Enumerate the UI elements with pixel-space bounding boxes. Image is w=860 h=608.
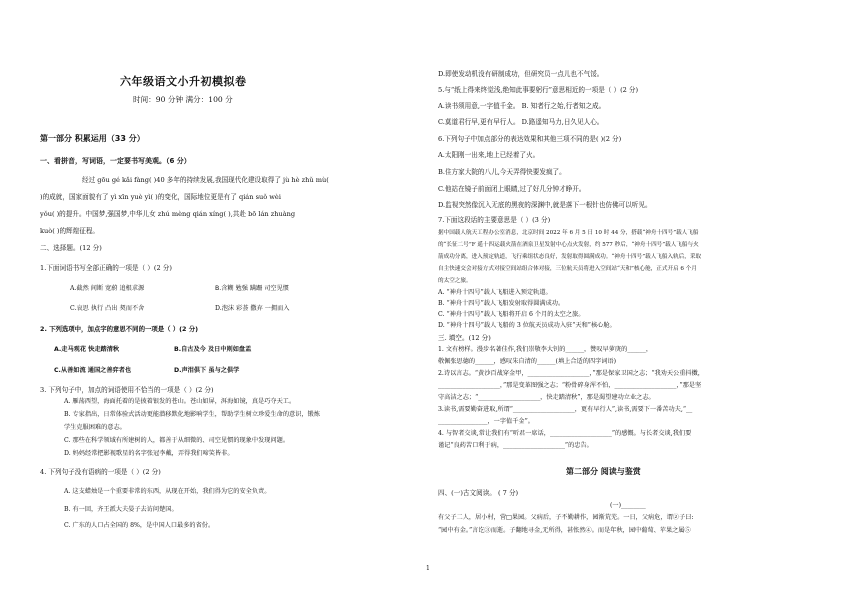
right-line: C.他站在镜子前面闭上眼睛,过了好几分钟才睁开。 (438, 185, 586, 193)
q7-option: D. “神舟十四号”载人飞船的 3 位航天员成功入驻“天和”核心舱。 (438, 322, 616, 329)
part2-heading: 第二部分 阅读与鉴赏 (566, 467, 641, 476)
fill-line: ________________，一字值千金”。 (438, 418, 534, 425)
passage-line: 据中国载人航天工程办公室消息，北京时间 2022 年 6 月 5 日 10 时 44 分，搭载“神舟十四号”载人飞船 (438, 230, 699, 236)
page-number: 1 (426, 565, 430, 572)
right-line: D.监视突然像沉入无底的黑夜的深渊中,就是落下一根针也仿佛可以听见。 (438, 201, 652, 209)
q2-1-option-a: A.截然 间断 宽蔚 追根求源 (70, 285, 145, 292)
right-line: 7.下面这段话的主要意思是（ ）(3 分) (438, 216, 551, 224)
q2-4-option-c: C. 广东的人口占全国的 8%，是中国人口最多的省份。 (64, 522, 215, 529)
q1-line: yǒu( )的提升。中国梦,强国梦,中华儿女 zhú mèng qián xíng( ),共赴 bō lán zhuàng (40, 210, 296, 218)
q2-3-option-c: C. 那些在科学领域有所建树的人，都善于从细微的、司空见惯的现象中发现问题。 (64, 437, 290, 444)
fill-line: 3.读书,需要勤奋进取,所谓“____________________，更有早行人”,读书,需要下一番苦功夫,“__ (438, 406, 693, 413)
q2-3-option-d: D. 妈妈经常把影视歌星的名字张冠李戴，弄得我们啼笑皆非。 (64, 450, 234, 457)
right-line: 5.与“纸上得来终觉浅,绝知此事要躬行”意思相近的一项是（ ）(2 分) (438, 86, 639, 94)
q2-2-stem: 2. 下列选项中，加点字的意思不同的一项是（ ）(2 分) (40, 325, 199, 333)
q2-4-stem: 4. 下列句子没有语病的一项是（ ）(2 分) (40, 468, 161, 476)
q2-4-option-b: B. 有一回，齐王派大夫晏子去访问楚国。 (64, 506, 178, 513)
q2-3-option-b: B. 专家指出，日常体验式活动更能潜移默化地影响学生，帮助学生树立珍爱生命的意识，锻炼 (64, 411, 320, 418)
fill-line: 谨记“良药苦口利于病，____________________”的忠告。 (438, 442, 593, 449)
fill-line: 敬佩张思德的______，感叹朱自清的______(填上合适的四字词语) (438, 358, 617, 365)
q2-2-option-d: D.声泪俱下 虽与之俱学 (174, 367, 240, 374)
q2-1-option-b: B.含糊 勉强 蹒跚 司空见惯 (215, 285, 289, 292)
q2-2-option-c: C.从善如流 通国之善弈者也 (54, 367, 132, 374)
fill-line: 守高洁之志；“____________________，快走踏清秋”，那是渴望建功立业之志。 (438, 394, 655, 401)
q2-2-option-b: B.自古及今 及日中则如盘盂 (174, 346, 252, 353)
right-line: D.即使发动机没有研制成功，但研究员一点儿也不气馁。 (438, 70, 604, 78)
q4-sub: (一)________ (610, 502, 646, 509)
q1-line: )的成就，国家面貌有了 yì xīn yuè yì( )的变化，国际地位更是有了 qián suǒ wèi (40, 193, 281, 201)
exam-subtitle: 时间：90 分钟 满分：100 分 (133, 95, 233, 104)
fill-line: 4. 与智者交谈,常让我们有“听君一席话，____________________”的感慨。与长者交谈,我们要 (438, 430, 692, 437)
right-line: 6.下列句子中加点部分的表达效果和其他三项不同的是( )(2 分) (438, 135, 622, 143)
fill-line: ____________________，”那是变革图强之志；“粉骨碎身浑不怕，____________________，”那是坚 (438, 382, 702, 389)
passage-line: 自主快速交会对接方式对接空间站组合体对接，三位航天员将进入空间站“天和”核心舱，正式开启 6 个月 (438, 266, 697, 272)
q2-3-option-a: A. 雁荡西望，海面托着的是披着银发的苍山。苍山如屏，洱海如镜，真是巧夺天工。 (64, 398, 296, 405)
part1-heading: 第一部分 积累运用（33 分） (40, 134, 145, 143)
q2-1-option-c: C.哀思 执行 凸出 契而不舍 (70, 305, 145, 312)
q4-heading: 四、(一)古文阅读。 ( 7 分) (438, 489, 519, 497)
classical-passage-line: “园中有金。”言讫③而逝。子翻地寻金,无所得，甚怅然④。而是年秋，园中葡萄、苹果之属⑤ (438, 527, 691, 534)
q1-line: kuò( )的辉煌征程。 (40, 227, 100, 235)
passage-line: 箭成功分离，进入预定轨道，飞行乘组状态良好，发射取得圆满成功。“神舟十四号”载人飞船入轨后，采取 (438, 254, 702, 260)
q2-heading: 二、选择题。(12 分) (40, 244, 102, 252)
passage-line: 的“长征二号”F 遥十四运载火箭在酒泉卫星发射中心点火发射，约 577 秒后，“神舟十四号”载人飞船与火 (438, 242, 699, 248)
fill-line: 2.诗以言志。“黄沙百战穿金甲，____________________，”那是保家卫国之志；“我劝天公重抖擞， (438, 370, 704, 377)
q2-3-option-b-cont: 学生克服困难的意志。 (64, 424, 126, 431)
q1-heading: 一、看拼音，写词语，一定要书写美观。（6 分） (40, 157, 191, 165)
exam-title: 六年级语文小升初模拟卷 (120, 75, 247, 88)
q2-1-stem: 1.下面词语书写全部正确的一项是（ ）(2 分) (40, 264, 172, 272)
right-line: C.莫道君行早,更有早行人。 D.路遥知马力,日久见人心。 (438, 118, 604, 126)
right-line: B.住方家大院的八儿,今天弄得快要发疯了。 (438, 168, 566, 176)
q3-heading: 三. 填空。(12 分) (438, 334, 491, 342)
q2-1-option-d: D.泡沫 彩荟 撒弃 一拥而入 (215, 305, 290, 312)
q7-option: C. “神舟十四号”载人飞船将开启 6 个月的太空之旅。 (438, 311, 585, 318)
right-line: A.读书须用意,一字值千金。 B. 知者行之始,行者知之成。 (438, 102, 606, 110)
q7-option: A. “神舟十四号”载人飞船进入预定轨道。 (438, 289, 552, 296)
passage-line: 的太空之旅。 (438, 278, 472, 284)
q1-line: 经过 gōu gé kǎi fàng( )40 多年的持续发展,我国现代化建设取得了 jù hè zhǔ mù( (82, 176, 329, 184)
q2-4-option-a: A. 这支蜡烛是一个重要非常的东西，从现在开始，我们得为它的安全负责。 (64, 488, 271, 495)
fill-line: 1. 文有榜样。漫步名著佳作,我们崇敬李大钊的______，赞叹早萝庚的______， (438, 346, 653, 353)
classical-passage-line: 有父子二人，居小村，营□果园。父病后，子不勤耕作，园渐荒芜。一日，父病危，谓②子曰: (438, 514, 694, 521)
q7-option: B. “神舟十四号”载人飞船发射取得圆满成功。 (438, 300, 565, 307)
q2-3-stem: 3. 下列句子中，加点的词语使用不恰当的一项是（ ）(2 分) (40, 386, 214, 394)
q2-2-option-a: A.走马观花 快走踏清秋 (54, 346, 120, 353)
right-line: A.太阳刚一出来,地上已经着了火。 (438, 151, 540, 159)
